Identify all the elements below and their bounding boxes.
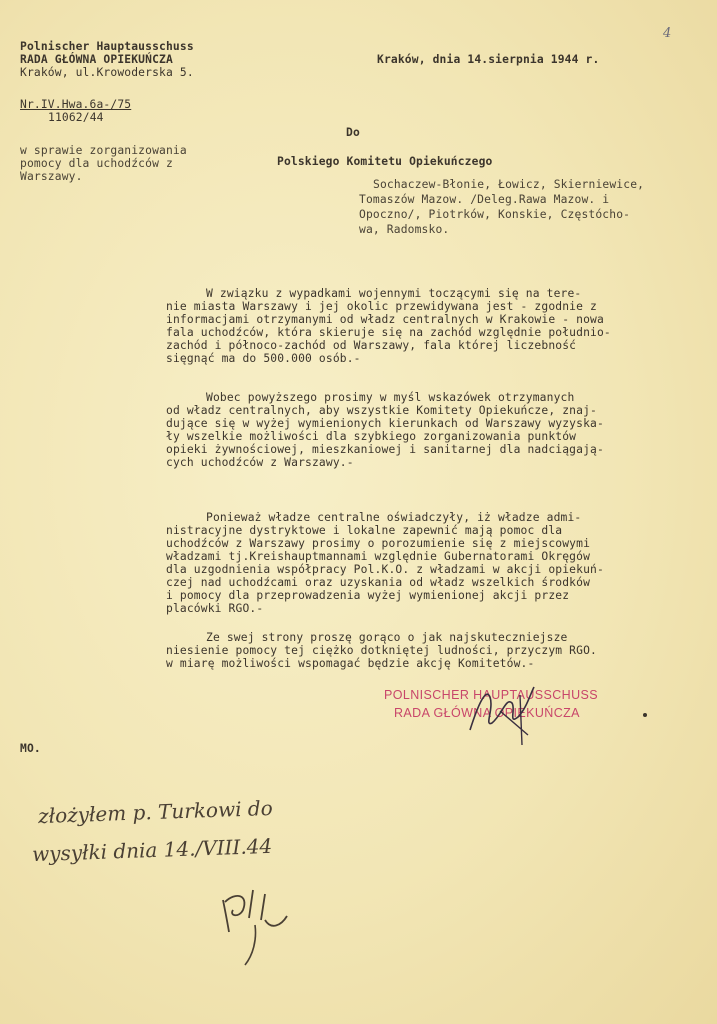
recipient-location-line: wa, Radomsko. bbox=[359, 223, 450, 236]
body-line: dla uzgodnienia współpracy Pol.K.O. z władzami w akcji opiekuń- bbox=[166, 563, 604, 576]
recipient-to: Do bbox=[346, 126, 360, 139]
body-line: cych uchodźców z Warszawy.- bbox=[166, 456, 354, 469]
subject-line: Warszawy. bbox=[20, 170, 83, 183]
ink-dot bbox=[643, 713, 647, 717]
body-line: w miarę możliwości wspomagać będzie akcję Komitetów.- bbox=[166, 657, 535, 670]
body-line: czej nad uchodźcami oraz uzyskania od władz wszelkich środków bbox=[166, 576, 591, 589]
recipient-location-line: Tomaszów Mazow. /Deleg.Rawa Mazow. i bbox=[359, 193, 610, 206]
body-line: ły wszelkie możliwości dla szybkiego zorganizowania punktów bbox=[166, 430, 577, 443]
body-line: informacjami otrzymanymi od władz centralnych w Krakowie - nowa bbox=[166, 313, 604, 326]
body-line: placówki RGO.- bbox=[166, 602, 264, 615]
body-line: uchodźców z Warszawy prosimy o porozumienie się z miejscowymi bbox=[166, 537, 591, 550]
handwritten-line: złożyłem p. Turkowi do bbox=[37, 795, 274, 829]
subject-line: w sprawie zorganizowania bbox=[20, 144, 187, 157]
body-line: i pomocy dla przeprowadzenia wyżej wymienionej akcji przez bbox=[166, 589, 570, 602]
body-line: niesienie pomocy tej ciężko dotkniętej ludności, przyczym RGO. bbox=[166, 644, 597, 657]
body-line: fala uchodźców, która skieruje się na zachód względnie południo- bbox=[166, 326, 611, 339]
reference-number: Nr.IV.Hwa.6a-/75 bbox=[20, 98, 132, 111]
recipient-location-line: Sochaczew-Błonie, Łowicz, Skierniewice, bbox=[373, 178, 645, 191]
recipient-committee: Polskiego Komitetu Opiekuńczego bbox=[277, 155, 493, 168]
body-line: Ponieważ władze centralne oświadczyły, iż władze admi- bbox=[206, 511, 582, 524]
body-line: Ze swej strony proszę gorąco o jak najskuteczniejsze bbox=[206, 631, 568, 644]
org-address: Kraków, ul.Krowoderska 5. bbox=[20, 66, 194, 79]
handwritten-initials-icon bbox=[215, 880, 295, 970]
signature-icon bbox=[460, 675, 550, 750]
body-line: władzami tj.Kreishauptmannami względnie Gubernatorami Okręgów bbox=[166, 550, 591, 563]
body-line: nistracyjne dystryktowe i lokalne zapewnić mają pomoc dla bbox=[166, 524, 563, 537]
handwritten-line: wysyłki dnia 14./VIII.44 bbox=[31, 833, 273, 867]
reference-sub-number: 11062/44 bbox=[48, 111, 104, 124]
recipient-location-line: Opoczno/, Piotrków, Konskie, Częstócho- bbox=[359, 208, 631, 221]
subject-line: pomocy dla uchodźców z bbox=[20, 157, 173, 170]
body-line: opieki żywnościowej, mieszkaniowej i sanitarnej dla nadciągają- bbox=[166, 443, 604, 456]
body-line: nie miasta Warszawy i jej okolic przewidywana jest - zgodnie z bbox=[166, 300, 597, 313]
body-line: sięgnąć ma do 500.000 osób.- bbox=[166, 352, 361, 365]
org-german-name: Polnischer Hauptausschuss bbox=[20, 40, 194, 53]
letter-date: Kraków, dnia 14.sierpnia 1944 r. bbox=[377, 53, 600, 66]
body-line: zachód i północo-zachód od Warszawy, fala której liczebność bbox=[166, 339, 577, 352]
body-line: W związku z wypadkami wojennymi toczącymi się na tere- bbox=[206, 287, 582, 300]
stamp-line: POLNISCHER HAUPTAUSSCHUSS bbox=[384, 688, 598, 702]
body-line: Wobec powyższego prosimy w myśl wskazówek otrzymanych bbox=[206, 391, 575, 404]
body-line: dujące się w wyżej wymienionych kierunkach od Warszawy wyzyska- bbox=[166, 417, 604, 430]
typist-initials: MO. bbox=[20, 742, 41, 755]
stamp-line: RADA GŁÓWNA OPIEKUŃCZA bbox=[394, 706, 580, 720]
page-number: 4 bbox=[663, 26, 672, 41]
body-line: od władz centralnych, aby wszystkie Komitety Opiekuńcze, znaj- bbox=[166, 404, 597, 417]
org-polish-name: RADA GŁÓWNA OPIEKUŃCZA bbox=[20, 53, 173, 66]
